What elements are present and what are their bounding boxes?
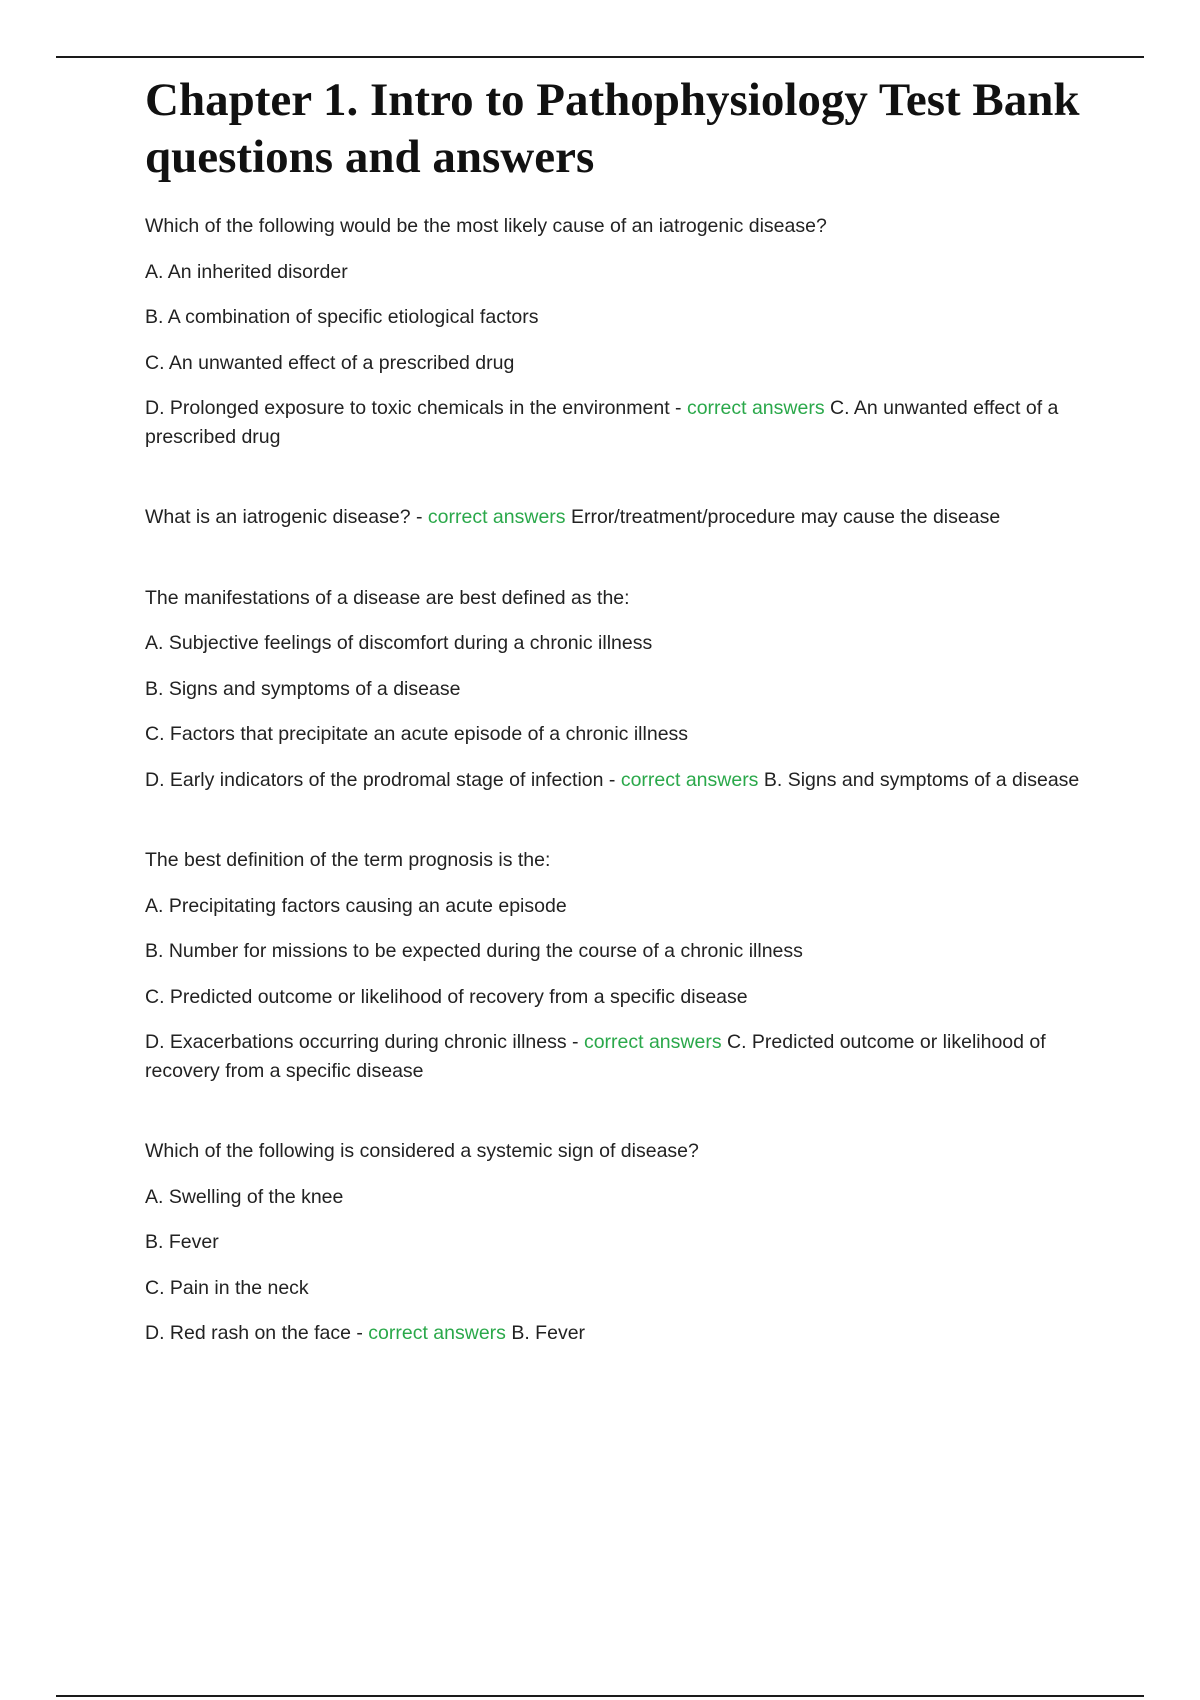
answer-option: A. Swelling of the knee [145, 1185, 344, 1208]
answer-option: B. A combination of specific etiological factors [145, 306, 539, 328]
answer-option-with-key [145, 766, 1085, 795]
answer-option: C. An unwanted effect of a prescribed drug [145, 351, 515, 374]
correct-answers-label: correct answers [620, 768, 759, 791]
question-stem: The best definition of the term prognosis is the: [145, 849, 551, 871]
correct-answers-label: correct answers [368, 1322, 506, 1344]
answer-option: C. Pain in the neck [145, 1276, 309, 1299]
question-block [145, 846, 1085, 1085]
answer-option: C. Predicted outcome or likelihood of recovery from a specific disease [145, 985, 748, 1008]
answer-option-text: D. Prolonged exposure to toxic chemicals in the environment - [145, 397, 682, 419]
correct-answer-text: B. Fever [511, 1322, 586, 1344]
correct-answer-text: B. Signs and symptoms of a disease [763, 768, 1080, 791]
document-body [145, 72, 1085, 1348]
answer-option: B. Number for missions to be expected during the course of a chronic illness [145, 940, 803, 962]
bottom-rule [56, 1695, 1144, 1697]
answer-option-with-key [145, 1319, 1085, 1348]
top-rule [56, 56, 1144, 58]
question-stem: Which of the following is considered a systemic sign of disease? [145, 1140, 699, 1162]
answer-option: A. Precipitating factors causing an acute episode [145, 894, 567, 917]
answer-option-text: D. Red rash on the face - [145, 1322, 363, 1344]
question-stem: The manifestations of a disease are best defined as the: [145, 586, 630, 609]
question-block [145, 212, 1085, 451]
answer-option-text: D. Exacerbations occurring during chronic illness - [145, 1031, 579, 1053]
correct-answers-label: correct answers [583, 1031, 722, 1053]
correct-answer-text: C. An unwanted effect of a prescribed drug [145, 397, 1059, 448]
question-stem: What is an iatrogenic disease? - [145, 506, 423, 528]
answer-option: A. Subjective feelings of discomfort during a chronic illness [145, 632, 653, 654]
correct-answer-text: C. Predicted outcome or likelihood of recovery from a specific disease [145, 1031, 1046, 1082]
question-block [145, 584, 1085, 795]
answer-option-with-key [145, 1028, 1085, 1085]
correct-answer-text: Error/treatment/procedure may cause the disease [570, 506, 1001, 528]
answer-option: A. An inherited disorder [145, 260, 348, 283]
answer-option-text: D. Early indicators of the prodromal stage of infection - [145, 768, 616, 791]
answer-option: B. Signs and symptoms of a disease [145, 677, 461, 700]
correct-answers-label: correct answers [686, 397, 825, 419]
document-title: Chapter 1. Intro to Pathophysiology Test Bank questions and answers [145, 74, 1080, 183]
answer-option: C. Factors that precipitate an acute episode of a chronic illness [145, 723, 689, 745]
question-block [145, 1137, 1085, 1348]
question-with-key [145, 503, 1085, 532]
answer-option: B. Fever [145, 1231, 219, 1253]
question-block [145, 503, 1085, 532]
question-stem: Which of the following would be the most likely cause of an iatrogenic disease? [145, 215, 827, 237]
answer-option-with-key [145, 394, 1085, 451]
correct-answers-label: correct answers [427, 506, 566, 528]
